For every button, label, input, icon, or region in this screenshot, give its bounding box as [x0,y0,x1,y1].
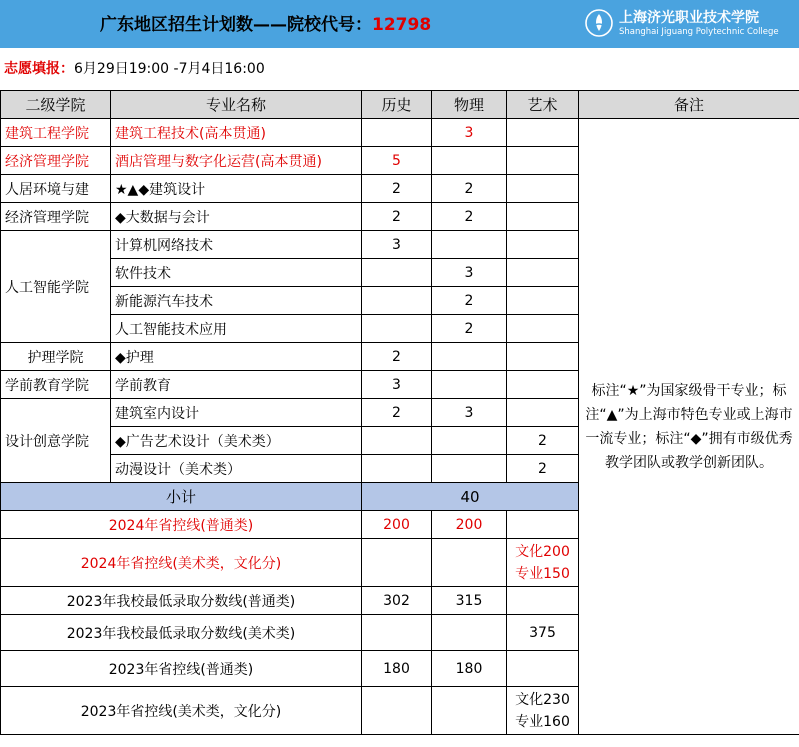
score-history: 302 [362,587,432,615]
history-cell [362,119,432,147]
art-cell: 2 [507,427,579,455]
art-cell [507,371,579,399]
major-cell: ★▲◆建筑设计 [111,175,362,203]
history-cell [362,427,432,455]
art-cell [507,315,579,343]
history-cell: 5 [362,147,432,175]
dept-cell: 护理学院 [1,343,111,371]
history-cell: 2 [362,343,432,371]
major-cell: 学前教育 [111,371,362,399]
physics-cell [432,343,507,371]
physics-cell: 3 [432,259,507,287]
score-art [507,687,579,735]
score-history [362,539,432,587]
score-art [507,511,579,539]
subtotal-label: 小计 [1,483,362,511]
art-cell [507,147,579,175]
score-art [507,539,579,587]
score-physics: 180 [432,651,507,687]
major-cell: 人工智能技术应用 [111,315,362,343]
history-cell [362,315,432,343]
score-physics [432,539,507,587]
score-label: 2023年省控线(普通类) [1,651,362,687]
art-cell [507,259,579,287]
art-cell [507,119,579,147]
physics-cell: 3 [432,119,507,147]
page-title [100,10,431,35]
score-history [362,615,432,651]
score-art-culture: 文化230 [515,691,570,708]
physics-cell: 2 [432,175,507,203]
score-art-major: 专业160 [515,713,570,730]
history-cell [362,259,432,287]
score-art [507,587,579,615]
col-header-dept: 二级学院 [1,91,111,119]
history-cell [362,455,432,483]
major-cell: 软件技术 [111,259,362,287]
major-cell: 酒店管理与数字化运营(高本贯通) [111,147,362,175]
school-code: 12798 [372,15,432,35]
score-physics [432,687,507,735]
score-history: 180 [362,651,432,687]
history-cell: 2 [362,399,432,427]
score-art-major: 专业150 [515,565,570,582]
col-header-major: 专业名称 [111,91,362,119]
score-label: 2024年省控线(美术类，文化分) [1,539,362,587]
major-cell: 建筑室内设计 [111,399,362,427]
subtotal-value: 40 [362,483,579,511]
dept-cell: 经济管理学院 [1,203,111,231]
table-row [1,119,799,147]
deadline-label: 志愿填报： [4,61,74,77]
school-name-en: Shanghai Jiguang Polytechnic College [619,27,779,37]
dept-cell: 人居环境与建 [1,175,111,203]
col-header-history: 历史 [362,91,432,119]
deadline-text: 6月29日19:00 -7月4日16:00 [74,61,265,77]
history-cell: 2 [362,175,432,203]
major-cell: 建筑工程技术(高本贯通) [111,119,362,147]
major-cell: ◆护理 [111,343,362,371]
art-cell: 2 [507,455,579,483]
major-cell: 动漫设计（美术类） [111,455,362,483]
score-label: 2023年省控线(美术类，文化分) [1,687,362,735]
col-header-note: 备注 [579,91,799,119]
physics-cell: 2 [432,203,507,231]
dept-cell: 建筑工程学院 [1,119,111,147]
score-art-culture: 文化200 [515,543,570,560]
physics-cell [432,371,507,399]
dept-cell: 设计创意学院 [1,399,111,483]
physics-cell: 3 [432,399,507,427]
score-label: 2023年我校最低录取分数线(普通类) [1,587,362,615]
art-cell [507,343,579,371]
history-cell: 2 [362,203,432,231]
school-name-cn: 上海济光职业技术学院 [619,10,759,26]
art-cell [507,287,579,315]
title-text: 广东地区招生计划数——院校代号： [100,15,372,35]
col-header-physics: 物理 [432,91,507,119]
history-cell: 3 [362,231,432,259]
dept-cell: 人工智能学院 [1,231,111,343]
physics-cell [432,231,507,259]
major-cell: 计算机网络技术 [111,231,362,259]
score-history [362,687,432,735]
school-logo [585,7,795,43]
physics-cell [432,427,507,455]
major-cell: ◆大数据与会计 [111,203,362,231]
score-physics: 200 [432,511,507,539]
physics-cell [432,147,507,175]
art-cell [507,203,579,231]
dept-cell: 学前教育学院 [1,371,111,399]
major-cell: 新能源汽车技术 [111,287,362,315]
school-emblem-icon [585,9,613,37]
history-cell: 3 [362,371,432,399]
art-cell [507,175,579,203]
enrollment-plan-table [0,90,799,735]
col-header-art: 艺术 [507,91,579,119]
score-history: 200 [362,511,432,539]
score-label: 2024年省控线(普通类) [1,511,362,539]
history-cell [362,287,432,315]
header-banner [0,0,799,48]
note-cell: 标注“★”为国家级骨干专业；标注“▲”为上海市特色专业或上海市一流专业；标注“◆”拥有市级优秀教学团队或教学创新团队。 [579,119,799,735]
score-label: 2023年我校最低录取分数线(美术类) [1,615,362,651]
art-cell [507,231,579,259]
physics-cell [432,455,507,483]
major-cell: ◆广告艺术设计（美术类） [111,427,362,455]
score-physics: 315 [432,587,507,615]
art-cell [507,399,579,427]
physics-cell: 2 [432,315,507,343]
score-art [507,651,579,687]
score-physics [432,615,507,651]
score-art: 375 [507,615,579,651]
application-deadline [4,58,265,78]
physics-cell: 2 [432,287,507,315]
dept-cell: 经济管理学院 [1,147,111,175]
